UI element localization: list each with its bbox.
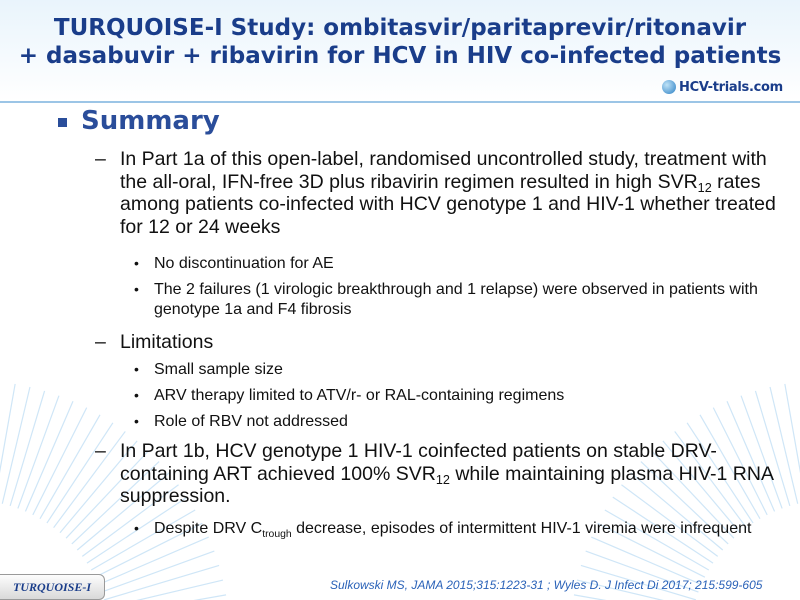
logo-text: HCV-trials.com bbox=[679, 79, 783, 95]
bullet-text bbox=[120, 148, 785, 238]
sub-bullet-item bbox=[134, 360, 774, 380]
study-badge: TURQUOISE-I bbox=[0, 574, 105, 600]
bullet-text: The 2 failures (1 virologic breakthrough and 1 relapse) were observed in patients with genotype 1a and F4 fibrosis bbox=[154, 281, 758, 318]
site-logo[interactable] bbox=[662, 76, 783, 98]
section-heading bbox=[58, 106, 220, 136]
sub-bullet-item bbox=[134, 280, 774, 320]
subscript: trough bbox=[262, 529, 292, 540]
bullet-item bbox=[95, 148, 785, 238]
ray bbox=[785, 384, 800, 502]
dot-marker: • bbox=[134, 255, 139, 271]
dash-marker: – bbox=[95, 440, 106, 462]
subscript: 12 bbox=[435, 472, 450, 487]
section-heading-label: Summary bbox=[81, 106, 220, 136]
text-before: In Part 1b, HCV genotype 1 HIV-1 coinfected patients on stable DRV-containing ART achieved 100% SVR bbox=[120, 440, 717, 485]
bullet-text: No discontinuation for AE bbox=[154, 255, 334, 272]
slide-title bbox=[0, 14, 800, 70]
title-line-2: + dasabuvir + ribavirin for HCV in HIV co-infected patients bbox=[18, 43, 782, 69]
title-line-1: TURQUOISE-I Study: ombitasvir/paritaprevir/ritonavir bbox=[53, 15, 747, 41]
text-before: In Part 1a of this open-label, randomised uncontrolled study, treatment with the all-oral, IFN-free 3D plus ribavirin regimen resulted in high SVR bbox=[120, 148, 767, 193]
bullet-text: Limitations bbox=[120, 331, 214, 353]
ray bbox=[106, 580, 223, 600]
header-divider bbox=[0, 101, 800, 103]
ray bbox=[108, 595, 226, 600]
sub-bullet-item bbox=[134, 412, 774, 432]
sub-bullet-item bbox=[134, 254, 774, 274]
text-after: while maintaining plasma HIV-1 RNA suppression. bbox=[120, 462, 773, 507]
bullet-text: Small sample size bbox=[154, 361, 283, 378]
dash-marker: – bbox=[95, 331, 106, 353]
square-bullet-icon bbox=[58, 118, 67, 127]
ray bbox=[574, 595, 692, 600]
bullet-text: ARV therapy limited to ATV/r- or RAL-containing regimens bbox=[154, 387, 565, 404]
subscript: 12 bbox=[697, 180, 712, 195]
ray bbox=[40, 415, 100, 519]
bullet-text bbox=[154, 519, 774, 539]
text-after: rates among patients co-infected with HCV genotype 1 and HIV-1 whether treated for 12 or 24 weeks bbox=[120, 170, 776, 238]
dash-marker: – bbox=[95, 148, 106, 170]
dot-marker: • bbox=[134, 413, 139, 429]
dot-marker: • bbox=[134, 281, 139, 297]
reference-citation: Sulkowski MS, JAMA 2015;315:1223-31 ; Wyles D. J Infect Di 2017; 215:599-605 bbox=[330, 578, 763, 592]
bullet-item bbox=[95, 331, 785, 354]
globe-icon bbox=[662, 80, 676, 94]
ray bbox=[33, 408, 87, 515]
dot-marker: • bbox=[134, 520, 139, 536]
bullet-item bbox=[95, 440, 785, 508]
dot-marker: • bbox=[134, 387, 139, 403]
bullet-text: Role of RBV not addressed bbox=[154, 413, 348, 430]
text-before: Despite DRV C bbox=[154, 520, 263, 537]
sub-bullet-item bbox=[134, 386, 774, 406]
ray bbox=[0, 384, 15, 502]
text-after: decrease, episodes of intermittent HIV-1 viremia were infrequent bbox=[291, 520, 752, 537]
bullet-text bbox=[120, 440, 785, 508]
dot-marker: • bbox=[134, 361, 139, 377]
sub-bullet-item bbox=[134, 519, 774, 539]
